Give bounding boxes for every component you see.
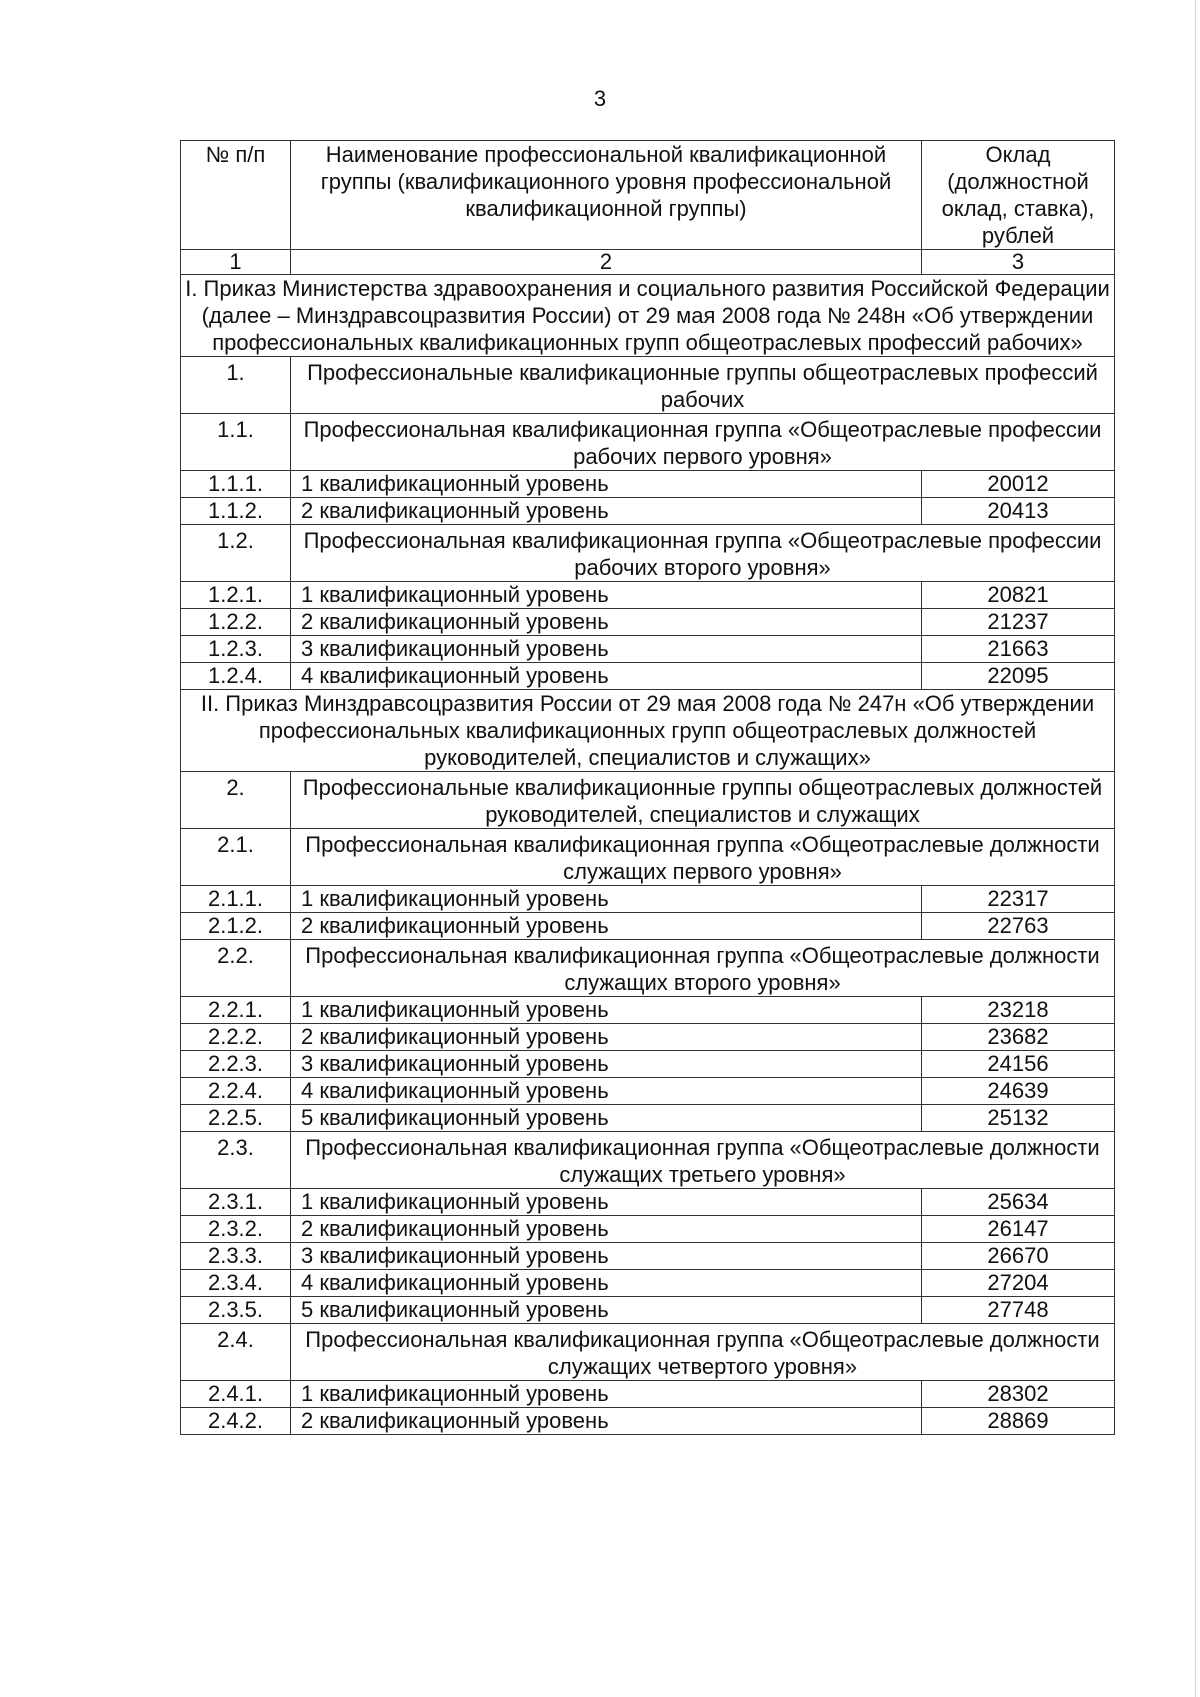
level-name: 3 квалификационный уровень [291,1051,922,1078]
salary-value: 22763 [922,913,1115,940]
row-number: 1.1. [181,414,291,471]
page-edge [1195,0,1196,1697]
row-number: 2.3.5. [181,1297,291,1324]
group-row [181,940,1115,997]
column-index-1: 1 [181,250,291,275]
level-name: 1 квалификационный уровень [291,582,922,609]
level-name: 3 квалификационный уровень [291,1243,922,1270]
level-name: 2 квалификационный уровень [291,609,922,636]
table-row [181,1051,1115,1078]
page-number: 3 [593,86,607,111]
salary-value: 22317 [922,886,1115,913]
group-row [181,1324,1115,1381]
table-row [181,609,1115,636]
group-row [181,525,1115,582]
table-row [181,471,1115,498]
table-row [181,1024,1115,1051]
table-row [181,1189,1115,1216]
salary-value: 24156 [922,1051,1115,1078]
row-number: 2.1.1. [181,886,291,913]
table-row [181,1078,1115,1105]
salary-value: 23218 [922,997,1115,1024]
table-row [181,1216,1115,1243]
group-title: Профессиональные квалификационные группы общеотраслевых профессий рабочих [291,357,1115,414]
header-col-num: № п/п [181,141,291,250]
salary-value: 25132 [922,1105,1115,1132]
salary-value: 27204 [922,1270,1115,1297]
header-row [181,141,1115,250]
group-title: Профессиональная квалификационная группа «Общеотраслевые должности служащих второго уровня» [291,940,1115,997]
level-name: 2 квалификационный уровень [291,913,922,940]
table-row [181,582,1115,609]
level-name: 4 квалификационный уровень [291,1078,922,1105]
level-name: 3 квалификационный уровень [291,636,922,663]
group-row [181,829,1115,886]
row-number: 2.1. [181,829,291,886]
row-number: 2. [181,772,291,829]
salary-value: 21663 [922,636,1115,663]
column-index-row [181,250,1115,275]
level-name: 5 квалификационный уровень [291,1297,922,1324]
row-number: 2.3.2. [181,1216,291,1243]
level-name: 2 квалификационный уровень [291,498,922,525]
row-number: 2.4. [181,1324,291,1381]
level-name: 5 квалификационный уровень [291,1105,922,1132]
level-name: 1 квалификационный уровень [291,886,922,913]
row-number: 1. [181,357,291,414]
row-number: 2.2.2. [181,1024,291,1051]
salary-value: 28302 [922,1381,1115,1408]
table-row [181,1270,1115,1297]
row-number: 2.2. [181,940,291,997]
header-col-name: Наименование профессиональной квалификационной группы (квалификационного уровня профессиональной квалификационной группы) [291,141,922,250]
column-index-2: 2 [291,250,922,275]
row-number: 2.4.2. [181,1408,291,1435]
level-name: 4 квалификационный уровень [291,663,922,690]
group-title: Профессиональная квалификационная группа «Общеотраслевые должности служащих четвертого уровня» [291,1324,1115,1381]
salary-value: 25634 [922,1189,1115,1216]
salary-value: 21237 [922,609,1115,636]
row-number: 1.1.1. [181,471,291,498]
row-number: 2.3. [181,1132,291,1189]
order-heading: II. Приказ Минздравсоцразвития России от 29 мая 2008 года № 247н «Об утверждении профессиональных квалификационных групп общеотраслевых должностей руководителей, специалистов и служащих» [181,690,1115,772]
table-row [181,498,1115,525]
row-number: 2.3.3. [181,1243,291,1270]
row-number: 1.2.4. [181,663,291,690]
group-row [181,357,1115,414]
group-row [181,772,1115,829]
row-number: 1.1.2. [181,498,291,525]
table-row [181,1105,1115,1132]
row-number: 2.1.2. [181,913,291,940]
row-number: 1.2.3. [181,636,291,663]
row-number: 2.2.3. [181,1051,291,1078]
order-heading-row [181,275,1115,357]
group-title: Профессиональная квалификационная группа «Общеотраслевые профессии рабочих первого уровня» [291,414,1115,471]
level-name: 2 квалификационный уровень [291,1408,922,1435]
salary-value: 26670 [922,1243,1115,1270]
table-row [181,1243,1115,1270]
group-row [181,1132,1115,1189]
level-name: 1 квалификационный уровень [291,997,922,1024]
table-row [181,913,1115,940]
salary-value: 27748 [922,1297,1115,1324]
group-title: Профессиональная квалификационная группа «Общеотраслевые профессии рабочих второго уровня» [291,525,1115,582]
order-heading-row [181,690,1115,772]
row-number: 2.4.1. [181,1381,291,1408]
salary-value: 22095 [922,663,1115,690]
table-row [181,636,1115,663]
table-row [181,1408,1115,1435]
level-name: 1 квалификационный уровень [291,1189,922,1216]
table-body [181,141,1115,1435]
table-row [181,663,1115,690]
row-number: 2.2.1. [181,997,291,1024]
table-row [181,1381,1115,1408]
group-row [181,414,1115,471]
level-name: 1 квалификационный уровень [291,471,922,498]
salary-value: 20821 [922,582,1115,609]
salary-value: 20012 [922,471,1115,498]
salary-value: 23682 [922,1024,1115,1051]
salary-table [180,140,1115,1435]
salary-value: 26147 [922,1216,1115,1243]
row-number: 2.3.1. [181,1189,291,1216]
row-number: 1.2.1. [181,582,291,609]
header-col-salary: Оклад (должностной оклад, ставка), рублей [922,141,1115,250]
level-name: 2 квалификационный уровень [291,1024,922,1051]
salary-value: 28869 [922,1408,1115,1435]
level-name: 2 квалификационный уровень [291,1216,922,1243]
salary-value: 20413 [922,498,1115,525]
group-title: Профессиональная квалификационная группа «Общеотраслевые должности служащих первого уровня» [291,829,1115,886]
row-number: 2.2.4. [181,1078,291,1105]
row-number: 1.2. [181,525,291,582]
row-number: 1.2.2. [181,609,291,636]
row-number: 2.2.5. [181,1105,291,1132]
table-row [181,886,1115,913]
salary-value: 24639 [922,1078,1115,1105]
table-row [181,1297,1115,1324]
column-index-3: 3 [922,250,1115,275]
row-number: 2.3.4. [181,1270,291,1297]
level-name: 1 квалификационный уровень [291,1381,922,1408]
table-row [181,997,1115,1024]
level-name: 4 квалификационный уровень [291,1270,922,1297]
group-title: Профессиональная квалификационная группа «Общеотраслевые должности служащих третьего уровня» [291,1132,1115,1189]
group-title: Профессиональные квалификационные группы общеотраслевых должностей руководителей, специалистов и служащих [291,772,1115,829]
order-heading: I. Приказ Министерства здравоохранения и социального развития Российской Федерации (далее – Минздравсоцразвития России) от 29 мая 2008 года № 248н «Об утверждении профессиональных квалификационных групп общеотраслевых профессий рабочих» [181,275,1115,357]
